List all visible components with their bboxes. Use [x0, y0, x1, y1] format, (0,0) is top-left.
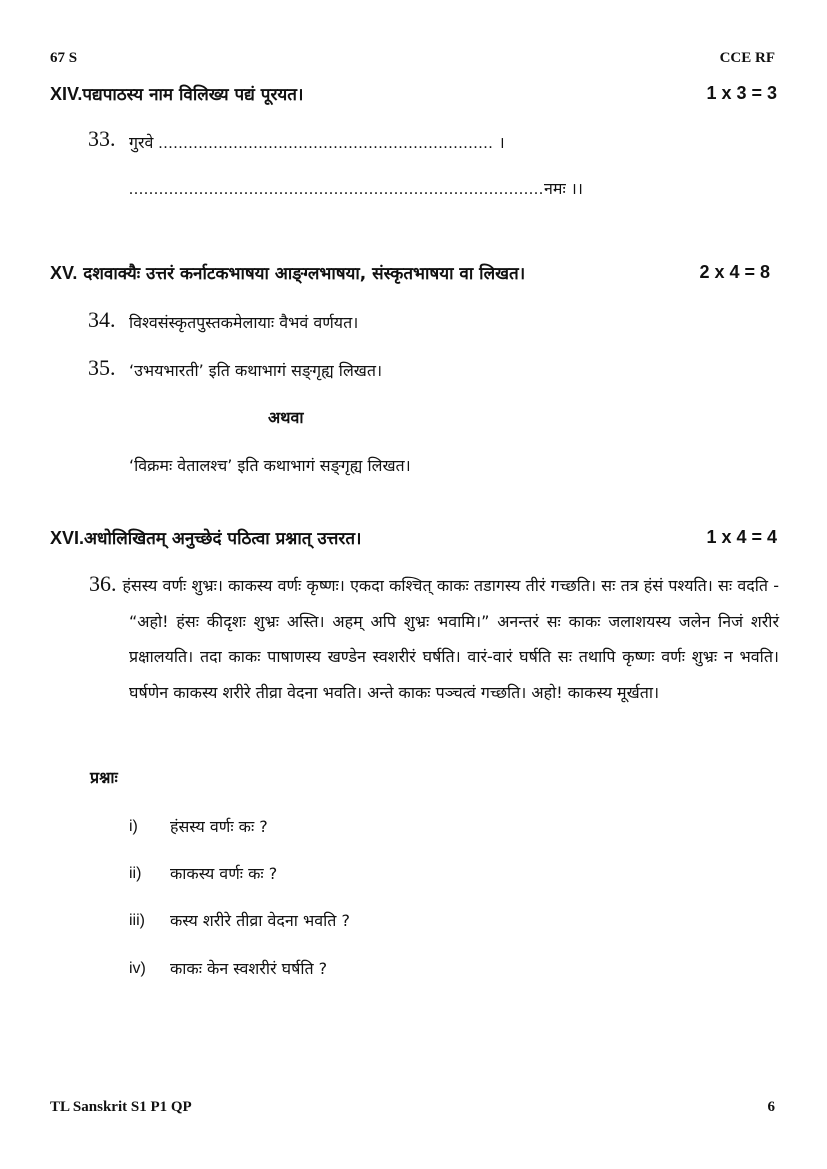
sub-question-numeral: iii)	[129, 912, 145, 929]
page-number: 6	[767, 1099, 775, 1115]
sub-question-text: काकः केन स्वशरीरं घर्षति ?	[170, 959, 328, 978]
sub-question-text: हंसस्य वर्णः कः ?	[170, 817, 268, 836]
section-marks: 1 x 4 = 4	[706, 527, 777, 547]
question-number: 35.	[88, 355, 116, 380]
passage-block	[89, 566, 779, 710]
section-roman-numeral: XIV.	[50, 84, 83, 104]
series-code: CCE RF	[719, 50, 775, 66]
question-number: 33.	[88, 126, 116, 151]
verse-line-1	[129, 131, 505, 153]
verse-line-2	[129, 177, 583, 199]
sub-question-numeral: iv)	[129, 960, 146, 977]
fill-in-blank: ...................................................................	[158, 135, 494, 152]
alternate-question-text: ‘विक्रमः वेतालश्च’ इति कथाभागं सङ्गृह्य लिखत।	[129, 456, 411, 475]
section-xvi-heading	[50, 526, 361, 549]
questions-label: प्रश्नाः	[90, 768, 118, 787]
section-xv-heading	[50, 261, 525, 284]
section-roman-numeral: XVI.	[50, 528, 85, 548]
sub-question-numeral: i)	[129, 818, 138, 835]
passage-text: हंसस्य वर्णः शुभ्रः। काकस्य वर्णः कृष्णः। एकदा कश्चित् काकः तडागस्य तीरं गच्छति। सः तत्र हंसं पश्यति। सः वदति - “अहो! हंसः कीदृशः शुभ्रः अस्ति। अहम् अपि शुभ्रः भवामि।” अनन्तरं सः काकः जलाशयस्य जलेन निजं शरीरं प्रक्षालयति। तदा काकः पाषाणस्य खण्डेन स्वशरीरं घर्षति। वारं-वारं घर्षति सः तथापि कृष्णः वर्णः शुभ्रः न भवति। घर्षणेन काकस्य शरीरे तीव्रा वेदना भवति। अन्ते काकः पञ्चत्वं गच्छति। अहो! काकस्य मूर्खता।	[122, 576, 779, 702]
section-marks: 1 x 3 = 3	[706, 83, 777, 103]
question-number: 34.	[88, 307, 116, 332]
section-instruction: पद्यपाठस्य नाम विलिख्य पद्यं पूरयत।	[82, 85, 304, 105]
section-marks: 2 x 4 = 8	[699, 262, 770, 282]
or-label: अथवा	[268, 408, 304, 427]
verse-start: गुरवे	[129, 133, 154, 152]
section-instruction: दशवाक्यैः उत्तरं कर्नाटकभाषया आङ्ग्लभाषया, संस्कृतभाषया वा लिखत।	[83, 264, 526, 284]
section-roman-numeral: XV.	[50, 263, 78, 283]
sub-question-text: कस्य शरीरे तीव्रा वेदना भवति ?	[170, 911, 350, 930]
footer-paper-code: TL Sanskrit S1 P1 QP	[50, 1099, 192, 1115]
verse-end: नमः ।।	[544, 179, 583, 198]
section-instruction: अधोलिखितम् अनुच्छेदं पठित्वा प्रश्नात् उत्तरत।	[84, 529, 362, 549]
fill-in-blank: ...................................................................................	[129, 181, 544, 198]
paper-code: 67 S	[50, 50, 78, 66]
question-text: विश्वसंस्कृतपुस्तकमेलायाः वैभवं वर्णयत।	[129, 313, 359, 332]
verse-end: ।	[498, 133, 505, 152]
question-text: ‘उभयभारती’ इति कथाभागं सङ्गृह्य लिखत।	[129, 361, 383, 380]
section-xiv-heading	[50, 82, 303, 105]
question-number: 36.	[89, 571, 117, 596]
sub-question-numeral: ii)	[129, 865, 142, 882]
sub-question-text: काकस्य वर्णः कः ?	[170, 864, 278, 883]
